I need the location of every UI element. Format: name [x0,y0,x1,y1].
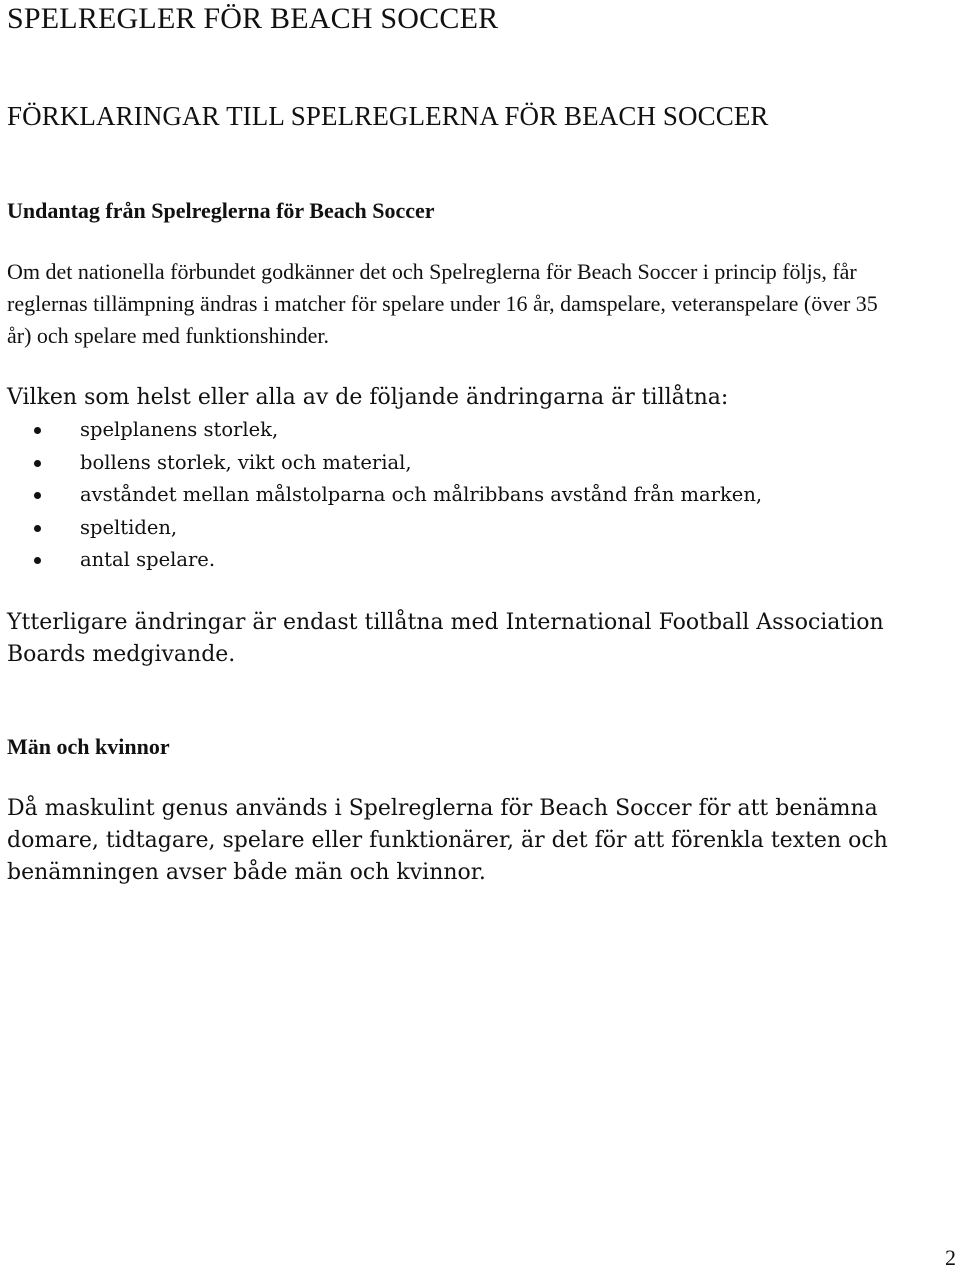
section-heading-man-och-kvinnor: Män och kvinnor [7,734,170,759]
changes-intro-paragraph: Vilken som helst eller alla av de följande ändringarna är tillåtna: [7,385,729,410]
document-title: SPELREGLER FÖR BEACH SOCCER [7,2,499,35]
bullet-icon [34,460,41,467]
list-item [7,479,762,512]
list-item-text: bollens storlek, vikt och material, [80,450,412,474]
list-item-text: antal spelare. [80,548,216,571]
further-changes-paragraph: Ytterligare ändringar är endast tillåtna med International Football Association Boards medgivande. [7,610,884,667]
list-item-text: spelplanens storlek, [80,418,279,441]
bullet-icon [34,525,41,532]
gender-paragraph: Då maskulint genus används i Spelreglerna för Beach Soccer för att benämna domare, tidtagare, spelare eller funktionärer, är det för att förenkla texten och benämningen avser både män och kvinnor. [7,796,888,885]
list-item-text: speltiden, [80,515,178,539]
intro-paragraph: Om det nationella förbundet godkänner det och Spelreglerna för Beach Soccer i princip följs, får reglernas tillämpning ändras i matcher för spelare under 16 år, damspelare, veteranspelare (över 35 år) och spelare med funktionshinder. [7,259,878,348]
bullet-icon [34,492,41,499]
bullet-icon [34,427,41,434]
list-item [7,544,762,577]
list-item [7,447,762,480]
list-item [7,512,762,545]
document-subtitle: FÖRKLARINGAR TILL SPELREGLERNA FÖR BEACH SOCCER [7,101,769,131]
section-heading-undantag: Undantag från Spelreglerna för Beach Soccer [7,198,435,223]
allowed-changes-list [7,414,762,577]
list-item [7,414,762,447]
bullet-icon [34,557,41,564]
list-item-text: avståndet mellan målstolparna och målribbans avstånd från marken, [80,483,763,506]
page-number: 2 [945,1245,956,1270]
